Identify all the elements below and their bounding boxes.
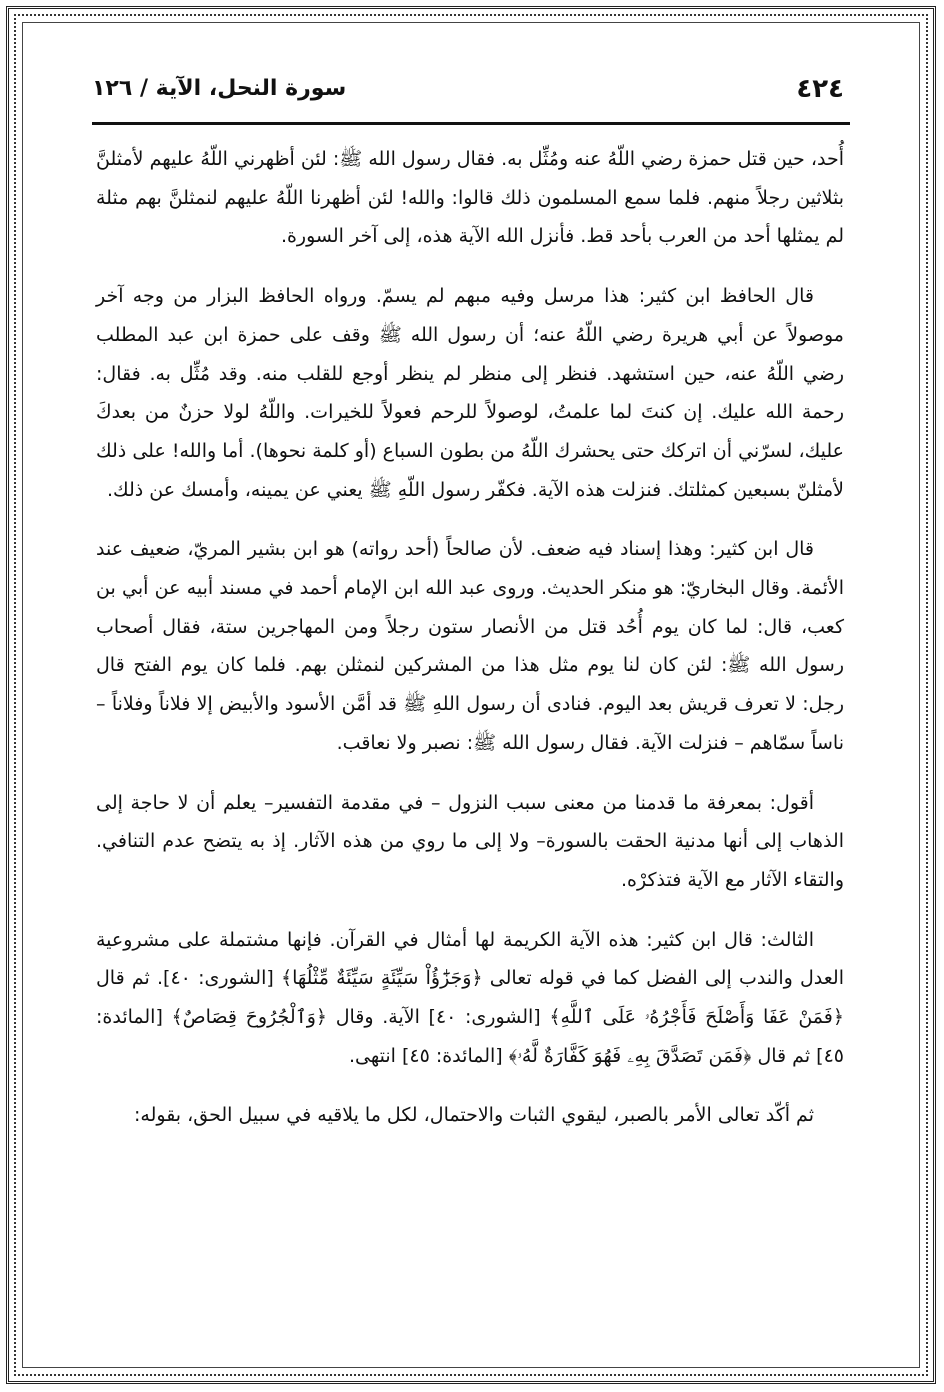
paragraph: الثالث: قال ابن كثير: هذه الآية الكريمة لها أمثال في القرآن. فإنها مشتملة على مشروعية العدل والندب إلى الفضل كما في قوله تعالى ﴿وَجَزَٰٓؤُاْ سَيِّئَةٍ سَيِّئَةٌ مِّثْلُهَا﴾ [الشورى: ٤٠]. ثم قال ﴿فَمَنْ عَفَا وَأَصْلَحَ فَأَجْرُهُۥ عَلَى ٱللَّهِ﴾ [الشورى: ٤٠] الآية. وقال ﴿وَٱلْجُرُوحَ قِصَاصٌ﴾ [المائدة: ٤٥] ثم قال ﴿فَمَن تَصَدَّقَ بِهِۦ فَهُوَ كَفَّارَةٌ لَّهُۥ﴾ [المائدة: ٤٥] انتهى. bbox=[96, 928, 845, 1067]
paragraph: قال الحافظ ابن كثير: هذا مرسل وفيه مبهم لم يسمّ. ورواه الحافظ البزار من وجه آخر موصولاً عن أبي هريرة رضي اللّهُ عنه؛ أن رسول الله ﷺ وقف على حمزة ابن عبد المطلب رضي اللّهُ عنه، حين استشهد. فنظر إلى منظر لم ينظر أوجع للقلب منه. وقد مُثِّل به. فقال: رحمة الله عليك. إن كنتَ لما علمتُ، لوصولاً للرحم فعولاً للخيرات. واللّهُ لولا حزنٌ من بعدكَ عليك، لسرّني أن اتركك حتى يحشرك اللّهُ من بطون السباع (أو كلمة نحوها). أما والله! على ذلك لأمثلنّ بسبعين كمثلتك. فنزلت هذه الآية. فكفّر رسول اللّهِ ﷺ يعني عن يمينه، وأمسك عن ذلك. bbox=[96, 285, 844, 501]
paragraph: ثم أكّد تعالى الأمر بالصبر، ليقوي الثبات والاحتمال، لكل ما يلاقيه في سبيل الحق، بقوله: bbox=[134, 1104, 814, 1127]
page-header bbox=[92, 70, 844, 120]
paragraph: أُحد، حين قتل حمزة رضي اللّهُ عنه ومُثِّل به. فقال رسول الله ﷺ: لئن أظهرني اللّهُ عليهم لأمثلنَّ بثلاثين رجلاً منهم. فلما سمع المسلمون ذلك قالوا: والله! لئن أظهرنا اللّهُ عليهم لنمثلنَّ بهم مثلة لم يمثلها أحد من العرب بأحد قط. فأنزل الله الآية هذه، إلى آخر السورة. bbox=[96, 148, 844, 248]
running-title: سورة النحل، الآية / ١٢٦ bbox=[92, 76, 347, 101]
header-rule bbox=[92, 122, 850, 125]
page-number: ٤٢٤ bbox=[796, 74, 844, 104]
paragraph: قال ابن كثير: وهذا إسناد فيه ضعف. لأن صالحاً (أحد رواته) هو ابن بشير المريّ، ضعيف عند الأئمة. وقال البخاريّ: هو منكر الحديث. وروى عبد الله ابن الإمام أحمد في مسند أبيه عن أبي بن كعب، قال: لما كان يوم أُحُد قتل من الأنصار ستون رجلاً ومن المهاجرين ستة، فقال أصحاب رسول الله ﷺ: لئن كان لنا يوم مثل هذا من المشركين لنمثلن بهم. فلما كان يوم الفتح قال رجل: لا تعرف قريش بعد اليوم. فنادى أن رسول اللهِ ﷺ قد أمَّن الأسود والأبيض إلا فلاناً وفلاناً – ناساً سمّاهم – فنزلت الآية. فقال رسول الله ﷺ: نصبر ولا نعاقب. bbox=[96, 538, 844, 754]
page-body bbox=[96, 140, 844, 1156]
paragraph: أقول: بمعرفة ما قدمنا من معنى سبب النزول – في مقدمة التفسير– يعلم أن لا حاجة إلى الذهاب إلى أنها مدنية الحقت بالسورة– ولا إلى ما روي من هذه الآثار. إذ به يتضح عدم التنافي. والتقاء الآثار مع الآية فتذكرْه. bbox=[96, 791, 844, 891]
